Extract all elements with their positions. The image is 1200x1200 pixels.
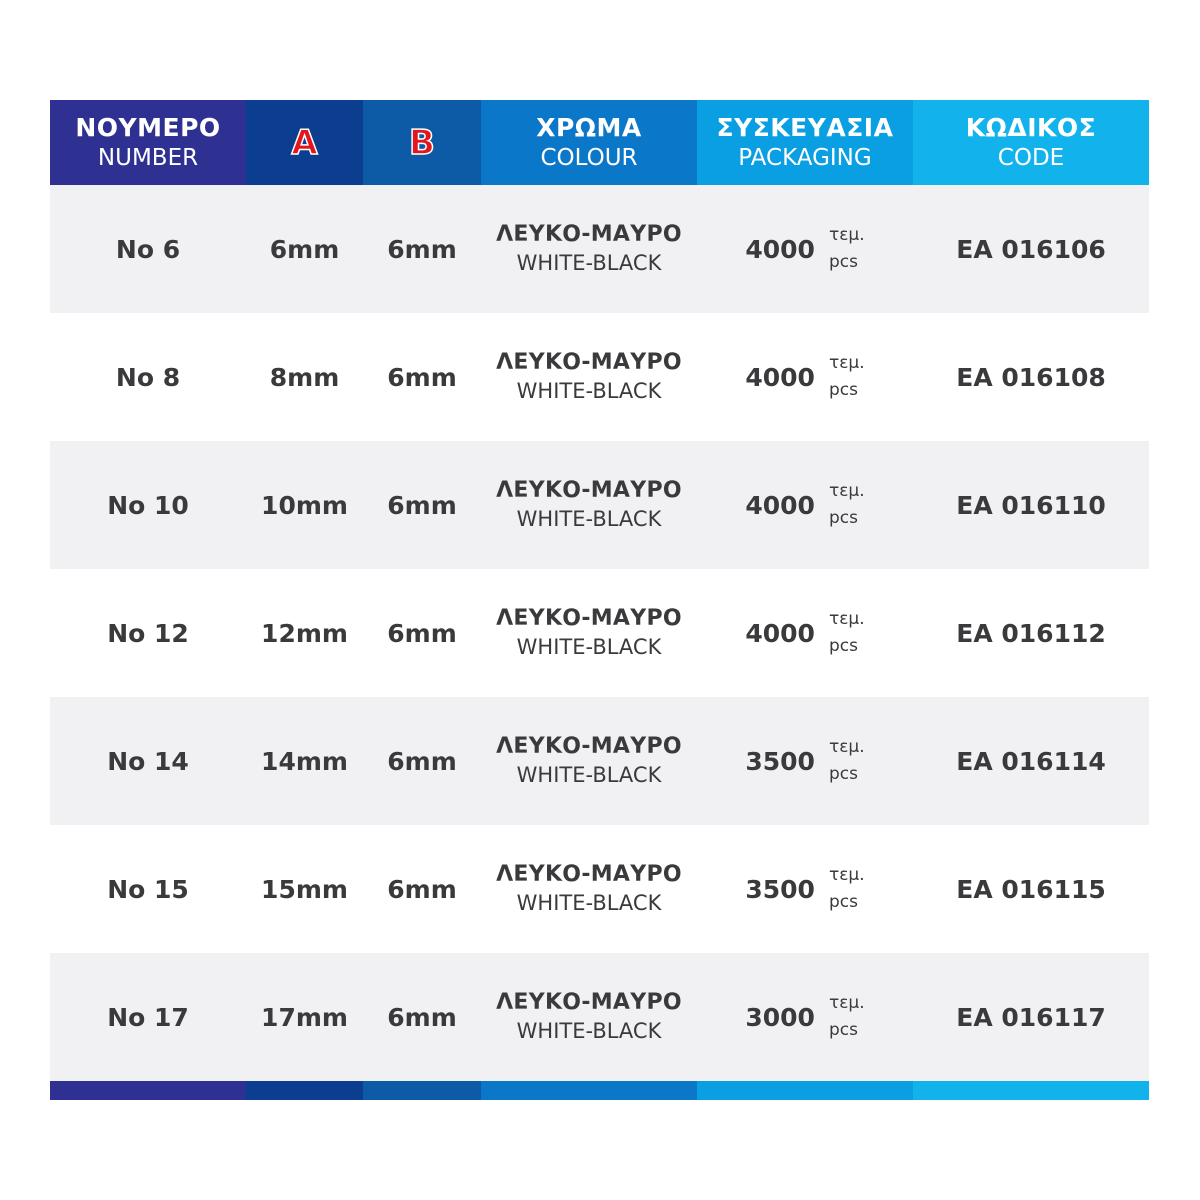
packaging-quantity: 4000 [745,234,815,264]
cell-colour [481,185,697,313]
code-value: EA 016106 [956,234,1106,264]
packaging-quantity: 3500 [745,746,815,776]
header-colour-greek: ΧΡΩΜΑ [536,112,642,142]
code-value: EA 016112 [956,618,1106,648]
packaging-unit [829,478,865,532]
colour-greek: ΛΕΥΚΟ-ΜΑΥΡΟ [496,606,682,631]
header-b-label: B [409,122,435,163]
colour-greek: ΛΕΥΚΟ-ΜΑΥΡΟ [496,734,682,759]
code-value: EA 016115 [956,874,1106,904]
a-value: 17mm [261,1002,348,1032]
header-code [913,100,1149,185]
header-a-label: A [291,122,318,163]
header-b [363,100,481,185]
cell-number [50,313,246,441]
cell-code [913,441,1149,569]
b-value: 6mm [387,618,457,648]
cell-number [50,697,246,825]
b-value: 6mm [387,1002,457,1032]
packaging-unit [829,606,865,660]
colour-english: WHITE-BLACK [516,891,662,915]
number-value: No 8 [115,362,181,392]
b-value: 6mm [387,746,457,776]
table-row [50,953,1149,1081]
header-number [50,100,246,185]
cell-b [363,697,481,825]
cell-colour [481,313,697,441]
table-row [50,825,1149,953]
footer-segment-code [913,1081,1149,1100]
b-value: 6mm [387,362,457,392]
header-colour [481,100,697,185]
a-value: 14mm [261,746,348,776]
table-row [50,185,1149,313]
table-body [50,185,1149,1081]
cell-a [246,569,363,697]
unit-greek: τεμ. [828,353,865,373]
packaging-quantity: 3500 [745,874,815,904]
colour-english: WHITE-BLACK [516,507,662,531]
cell-colour [481,953,697,1081]
cell-a [246,825,363,953]
table-header [50,100,1149,185]
cell-b [363,569,481,697]
number-value: No 12 [107,618,189,648]
a-value: 6mm [269,234,340,264]
cell-number [50,569,246,697]
a-value: 12mm [261,618,348,648]
header-number-english: NUMBER [97,144,199,171]
b-value: 6mm [387,234,457,264]
header-code-greek: ΚΩΔΙΚΟΣ [965,112,1097,142]
cell-b [363,313,481,441]
colour-greek: ΛΕΥΚΟ-ΜΑΥΡΟ [496,862,682,887]
packaging-quantity: 4000 [745,362,815,392]
unit-greek: τεμ. [828,609,865,629]
cell-colour [481,441,697,569]
cell-packaging [697,569,913,697]
cell-code [913,185,1149,313]
unit-english: pcs [828,1020,858,1040]
footer-segment-packaging [697,1081,913,1100]
footer-segment-b [363,1081,481,1100]
b-value: 6mm [387,874,457,904]
number-value: No 17 [107,1002,189,1032]
cell-code [913,313,1149,441]
unit-greek: τεμ. [828,993,865,1013]
cell-packaging [697,953,913,1081]
cell-packaging [697,825,913,953]
unit-english: pcs [828,892,858,912]
unit-greek: τεμ. [828,481,865,501]
cell-b [363,185,481,313]
code-value: EA 016117 [956,1002,1106,1032]
code-value: EA 016110 [956,490,1106,520]
a-value: 10mm [261,490,348,520]
colour-english: WHITE-BLACK [516,635,662,659]
b-value: 6mm [387,490,457,520]
packaging-unit [829,222,865,276]
a-value: 15mm [261,874,348,904]
cell-colour [481,697,697,825]
header-code-english: CODE [997,144,1065,171]
number-value: No 15 [107,874,189,904]
header-packaging-greek: ΣΥΣΚΕΥΑΣΙΑ [716,112,894,142]
cell-colour [481,825,697,953]
unit-english: pcs [828,636,858,656]
packaging-quantity: 3000 [745,1002,815,1032]
unit-greek: τεμ. [828,225,865,245]
packaging-unit [829,350,865,404]
cell-code [913,697,1149,825]
cell-packaging [697,697,913,825]
table-row [50,313,1149,441]
table-footer-bar [50,1081,1149,1100]
cell-packaging [697,185,913,313]
a-value: 8mm [269,362,340,392]
unit-english: pcs [828,380,858,400]
header-number-greek: ΝΟΥΜΕΡΟ [75,112,221,142]
packaging-unit [829,862,865,916]
cell-a [246,313,363,441]
cell-packaging [697,313,913,441]
cell-b [363,953,481,1081]
header-packaging [697,100,913,185]
cell-a [246,697,363,825]
code-value: EA 016108 [956,362,1106,392]
table-row [50,569,1149,697]
cell-colour [481,569,697,697]
header-colour-english: COLOUR [540,144,638,171]
number-value: No 10 [107,490,189,520]
unit-english: pcs [828,764,858,784]
colour-greek: ΛΕΥΚΟ-ΜΑΥΡΟ [496,350,682,375]
colour-english: WHITE-BLACK [516,1019,662,1043]
colour-greek: ΛΕΥΚΟ-ΜΑΥΡΟ [496,990,682,1015]
colour-greek: ΛΕΥΚΟ-ΜΑΥΡΟ [496,478,682,503]
product-table [50,100,1149,1100]
unit-greek: τεμ. [828,865,865,885]
number-value: No 6 [115,234,181,264]
packaging-unit [829,990,865,1044]
footer-segment-a [246,1081,363,1100]
colour-english: WHITE-BLACK [516,251,662,275]
cell-b [363,825,481,953]
packaging-quantity: 4000 [745,490,815,520]
cell-number [50,825,246,953]
cell-code [913,825,1149,953]
colour-english: WHITE-BLACK [516,379,662,403]
footer-segment-number [50,1081,246,1100]
cell-number [50,953,246,1081]
header-a [246,100,363,185]
cell-a [246,441,363,569]
code-value: EA 016114 [956,746,1106,776]
unit-english: pcs [828,252,858,272]
colour-greek: ΛΕΥΚΟ-ΜΑΥΡΟ [496,222,682,247]
unit-english: pcs [828,508,858,528]
table-row [50,697,1149,825]
table-row [50,441,1149,569]
header-packaging-english: PACKAGING [738,144,872,171]
cell-a [246,953,363,1081]
packaging-unit [829,734,865,788]
cell-a [246,185,363,313]
cell-number [50,441,246,569]
unit-greek: τεμ. [828,737,865,757]
cell-b [363,441,481,569]
cell-packaging [697,441,913,569]
footer-segment-colour [481,1081,697,1100]
cell-number [50,185,246,313]
cell-code [913,953,1149,1081]
number-value: No 14 [107,746,189,776]
cell-code [913,569,1149,697]
packaging-quantity: 4000 [745,618,815,648]
colour-english: WHITE-BLACK [516,763,662,787]
